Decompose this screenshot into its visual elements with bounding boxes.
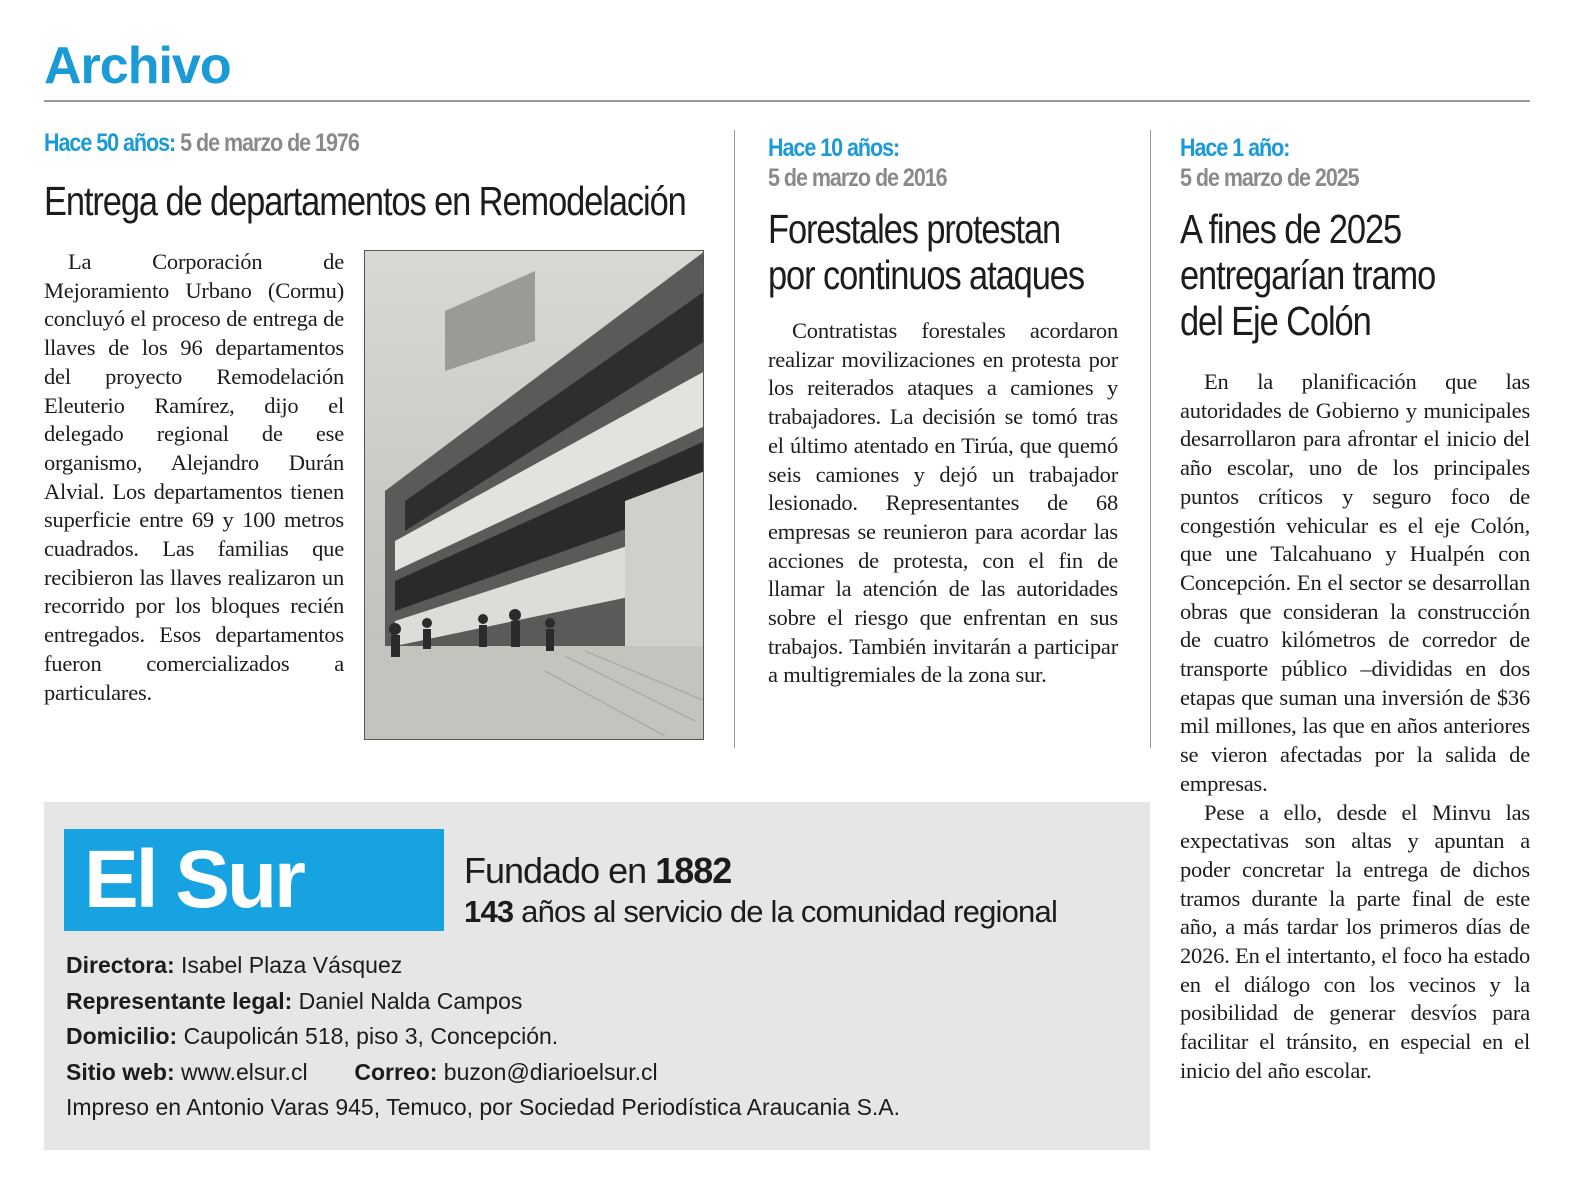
website-label: Sitio web: bbox=[66, 1058, 175, 1085]
director-label: Directora: bbox=[66, 952, 175, 978]
article-1976 bbox=[44, 128, 714, 224]
article-2016 bbox=[768, 133, 1118, 298]
email-link[interactable]: buzon@diarioelsur.cl bbox=[443, 1058, 658, 1085]
article-2025 bbox=[1180, 133, 1530, 344]
years-ago-label bbox=[1180, 133, 1481, 163]
article-date bbox=[768, 163, 1069, 193]
contact-line bbox=[66, 1055, 900, 1091]
email-label: Correo: bbox=[354, 1058, 438, 1085]
title-divider bbox=[44, 100, 1530, 102]
article-paragraph: En la planificación que las autoridades de Gobierno y municipales desarrollaron para afrontar el inicio del año escolar, uno de los principales puntos críticos y seguro foco de congestión vehicular es el eje Colón, que une Talcahuano y Hualpén con Concepción. En el sector se desarrollan obras que consideran la construcción de cuatro kilómetros de corredor de transporte público –divididas en dos etapas que suman una inversión de $36 mil millones, las que en años anteriores se vieron afectadas por la salida de empresas. bbox=[1180, 369, 1530, 796]
article-date-text: 5 de marzo de 2025 bbox=[1180, 164, 1359, 192]
building-photo-illustration bbox=[365, 251, 704, 740]
legal-rep-line bbox=[66, 984, 900, 1020]
article-date: 5 de marzo de 1976 bbox=[180, 129, 359, 157]
el-sur-logo: El Sur bbox=[64, 829, 444, 931]
director-name: Isabel Plaza Vásquez bbox=[181, 952, 403, 978]
article-body: La Corporación de Mejoramiento Urbano (Cormu) concluyó el proceso de entrega de llaves de los 96 departamentos del proyecto Remodelación Eleuterio Ramírez, dijo el delegado regional de ese organismo, Alejandro Durán Alvial. Los departamentos tienen superficie entre 69 y 100 metros cuadrados. Las familias que recibieron las llaves realizaron un recorrido por los bloques recién entregados. Esos departamentos fueron comercializados a particulares. bbox=[44, 249, 344, 705]
column-divider bbox=[734, 130, 735, 748]
address-label: Domicilio: bbox=[66, 1023, 178, 1049]
founded-line bbox=[464, 850, 731, 892]
years-ago-label: Hace 50 años: bbox=[44, 129, 176, 157]
years-ago-text: Hace 10 años: bbox=[768, 134, 900, 162]
section-title: Archivo bbox=[44, 37, 231, 95]
article-paragraph: Pese a ello, desde el Minvu las expectativas son altas y apuntan a poder concretar la entrega de dichos tramos durante la parte final de este año, a más tardar los primeros días de 2026. En el intertanto, el foco ha estado en el diálogo con los vecinos y la posibilidad de generar desvíos para facilitar el tránsito, en especial en el inicio del año escolar. bbox=[1180, 799, 1530, 1083]
article-headline: A fines de 2025 entregarían tramo del Eje Colón bbox=[1180, 206, 1436, 344]
address-line bbox=[66, 1019, 900, 1055]
legal-rep-name: Daniel Nalda Campos bbox=[298, 987, 523, 1014]
founded-year: 1882 bbox=[655, 850, 732, 891]
staff-credits bbox=[66, 948, 900, 1126]
article-body bbox=[1180, 368, 1530, 1086]
website-link[interactable]: www.elsur.cl bbox=[181, 1058, 308, 1085]
article-body: Contratistas forestales acordaron realizar movilizaciones en protesta por los reiterados ataques a camiones y trabajadores. La decisión se tomó tras el último atentado en Tirúa, que quemó seis camiones y dejó un trabajador lesionado. Representantes de 68 empresas se reunieron para acordar las acciones de protesta, con el fin de llamar la atención de las autoridades sobre el riesgo que enfrentan en sus trabajos. También invitarán a participar a multigremiales de la zona sur. bbox=[768, 318, 1118, 688]
article-headline: Forestales protestan por continuos ataques bbox=[768, 206, 1084, 298]
column-divider bbox=[1150, 130, 1151, 748]
article-date-text: 5 de marzo de 2016 bbox=[768, 164, 947, 192]
article-photo bbox=[364, 250, 704, 740]
article-headline: Entrega de departamentos en Remodelación bbox=[44, 178, 686, 224]
years-service-line bbox=[464, 894, 1057, 930]
years-ago-label bbox=[768, 133, 1069, 163]
article-date bbox=[1180, 163, 1481, 193]
years-ago-text: Hace 1 año: bbox=[1180, 134, 1290, 162]
director-line bbox=[66, 948, 900, 984]
masthead-box bbox=[44, 802, 1150, 1150]
legal-rep-label: Representante legal: bbox=[66, 987, 293, 1014]
years-label: años al servicio de la comunidad regional bbox=[521, 894, 1058, 929]
founded-label: Fundado en bbox=[464, 850, 647, 891]
years-count: 143 bbox=[464, 894, 514, 929]
address-text: Caupolicán 518, piso 3, Concepción. bbox=[183, 1023, 559, 1049]
printed-line: Impreso en Antonio Varas 945, Temuco, por Sociedad Periodística Araucania S.A. bbox=[66, 1094, 901, 1120]
article-kicker bbox=[44, 128, 620, 158]
